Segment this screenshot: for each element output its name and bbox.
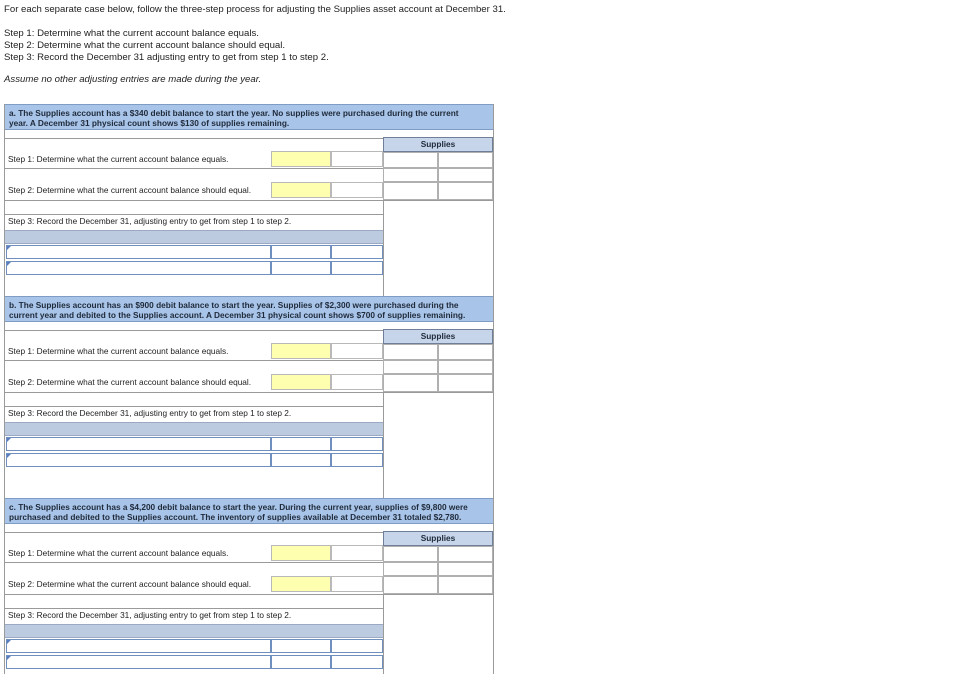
journal-credit-amount-input[interactable] bbox=[331, 639, 383, 653]
t-account-debit-cell[interactable] bbox=[383, 546, 438, 562]
journal-credit-amount-input[interactable] bbox=[331, 245, 383, 259]
t-account-credit-cell[interactable] bbox=[438, 546, 493, 562]
t-account-debit-cell[interactable] bbox=[383, 168, 438, 182]
t-account-title: Supplies bbox=[383, 531, 493, 546]
row-divider bbox=[5, 168, 383, 169]
case-description-line1: a. The Supplies account has a $340 debit balance to start the year. No supplies were purchased during the current bbox=[9, 108, 459, 118]
step1-label: Step 1: Determine what the current account balance equals. bbox=[8, 346, 229, 356]
journal-header-bar bbox=[5, 624, 383, 638]
t-account-title: Supplies bbox=[383, 329, 493, 344]
journal-debit-amount-input[interactable] bbox=[271, 639, 331, 653]
step2-label: Step 2: Determine what the current account balance should equal. bbox=[8, 377, 252, 387]
t-account-credit-cell[interactable] bbox=[438, 168, 493, 182]
journal-credit-amount-input[interactable] bbox=[331, 261, 383, 275]
row-divider bbox=[5, 214, 383, 215]
dropdown-marker-icon bbox=[7, 262, 11, 266]
t-account-title: Supplies bbox=[383, 137, 493, 152]
t-account-balance-debit[interactable] bbox=[383, 576, 438, 594]
row-divider bbox=[5, 608, 383, 609]
step1-answer-input[interactable] bbox=[271, 343, 331, 359]
journal-debit-account-input[interactable] bbox=[6, 245, 271, 259]
instructions-step3: Step 3: Record the December 31 adjusting entry to get from step 1 to step 2. bbox=[4, 52, 329, 63]
journal-header-bar bbox=[5, 422, 383, 436]
case-description-line2: year. A December 31 physical count shows $130 of supplies remaining. bbox=[9, 118, 290, 128]
instructions-intro: For each separate case below, follow the three-step process for adjusting the Supplies asset account at December 31. bbox=[4, 4, 506, 15]
row-divider bbox=[5, 406, 383, 407]
case-description bbox=[5, 296, 493, 322]
step2-label: Step 2: Determine what the current account balance should equal. bbox=[8, 579, 252, 589]
journal-debit-amount-input[interactable] bbox=[271, 437, 331, 451]
journal-credit-amount-input[interactable] bbox=[331, 453, 383, 467]
t-account-balance-credit[interactable] bbox=[438, 374, 493, 392]
case-description bbox=[5, 104, 493, 130]
step3-label: Step 3: Record the December 31, adjusting entry to get from step 1 to step 2. bbox=[8, 610, 292, 620]
t-account-debit-cell[interactable] bbox=[383, 562, 438, 576]
step2-answer-input[interactable] bbox=[271, 576, 331, 592]
step2-amount-input[interactable] bbox=[331, 374, 383, 390]
journal-credit-amount-input[interactable] bbox=[331, 655, 383, 669]
journal-debit-amount-input[interactable] bbox=[271, 655, 331, 669]
journal-credit-account-input[interactable] bbox=[6, 655, 271, 669]
dropdown-marker-icon bbox=[7, 246, 11, 250]
t-account-balance-debit[interactable] bbox=[383, 374, 438, 392]
t-account-balance-debit[interactable] bbox=[383, 182, 438, 200]
step1-amount-input[interactable] bbox=[331, 151, 383, 167]
case-description-line1: c. The Supplies account has a $4,200 debit balance to start the year. During the current year, supplies of $9,800 were bbox=[9, 502, 468, 512]
t-account-debit-cell[interactable] bbox=[383, 344, 438, 360]
row-divider bbox=[5, 330, 383, 331]
step1-answer-input[interactable] bbox=[271, 151, 331, 167]
row-divider bbox=[5, 532, 383, 533]
journal-credit-account-input[interactable] bbox=[6, 453, 271, 467]
step2-amount-input[interactable] bbox=[331, 182, 383, 198]
case-section bbox=[4, 104, 494, 296]
case-description-line2: current year and debited to the Supplies account. A December 31 physical count shows $700 of supplies remaining. bbox=[9, 310, 466, 320]
journal-debit-amount-input[interactable] bbox=[271, 453, 331, 467]
step1-label: Step 1: Determine what the current account balance equals. bbox=[8, 154, 229, 164]
t-account-debit-cell[interactable] bbox=[383, 152, 438, 168]
t-account-balance-credit[interactable] bbox=[438, 576, 493, 594]
step3-label: Step 3: Record the December 31, adjusting entry to get from step 1 to step 2. bbox=[8, 216, 292, 226]
journal-debit-account-input[interactable] bbox=[6, 639, 271, 653]
journal-debit-amount-input[interactable] bbox=[271, 261, 331, 275]
row-divider bbox=[5, 200, 493, 201]
dropdown-marker-icon bbox=[7, 656, 11, 660]
step2-answer-input[interactable] bbox=[271, 182, 331, 198]
journal-credit-account-input[interactable] bbox=[6, 261, 271, 275]
dropdown-marker-icon bbox=[7, 438, 11, 442]
case-description bbox=[5, 498, 493, 524]
journal-credit-amount-input[interactable] bbox=[331, 437, 383, 451]
step2-label: Step 2: Determine what the current account balance should equal. bbox=[8, 185, 252, 195]
row-divider bbox=[5, 360, 383, 361]
step2-amount-input[interactable] bbox=[331, 576, 383, 592]
t-account-credit-cell[interactable] bbox=[438, 360, 493, 374]
t-account-credit-cell[interactable] bbox=[438, 344, 493, 360]
instructions-note: Assume no other adjusting entries are made during the year. bbox=[4, 74, 262, 85]
t-account-credit-cell[interactable] bbox=[438, 152, 493, 168]
dropdown-marker-icon bbox=[7, 640, 11, 644]
case-description-line1: b. The Supplies account has an $900 debit balance to start the year. Supplies of $2,300 were purchased during the bbox=[9, 300, 459, 310]
case-description-line2: purchased and debited to the Supplies account. The inventory of supplies available at December 31 totaled $2,780. bbox=[9, 512, 462, 522]
journal-debit-amount-input[interactable] bbox=[271, 245, 331, 259]
step3-label: Step 3: Record the December 31, adjusting entry to get from step 1 to step 2. bbox=[8, 408, 292, 418]
instructions-step1: Step 1: Determine what the current account balance equals. bbox=[4, 28, 259, 39]
row-divider bbox=[5, 562, 383, 563]
t-account-balance-credit[interactable] bbox=[438, 182, 493, 200]
step1-amount-input[interactable] bbox=[331, 545, 383, 561]
step1-answer-input[interactable] bbox=[271, 545, 331, 561]
step2-answer-input[interactable] bbox=[271, 374, 331, 390]
dropdown-marker-icon bbox=[7, 454, 11, 458]
row-divider bbox=[5, 138, 383, 139]
row-divider bbox=[5, 392, 493, 393]
case-section bbox=[4, 296, 494, 498]
step1-label: Step 1: Determine what the current account balance equals. bbox=[8, 548, 229, 558]
journal-header-bar bbox=[5, 230, 383, 244]
t-account-credit-cell[interactable] bbox=[438, 562, 493, 576]
journal-debit-account-input[interactable] bbox=[6, 437, 271, 451]
row-divider bbox=[5, 594, 493, 595]
instructions-step2: Step 2: Determine what the current account balance should equal. bbox=[4, 40, 286, 51]
step1-amount-input[interactable] bbox=[331, 343, 383, 359]
t-account-debit-cell[interactable] bbox=[383, 360, 438, 374]
case-section bbox=[4, 498, 494, 674]
